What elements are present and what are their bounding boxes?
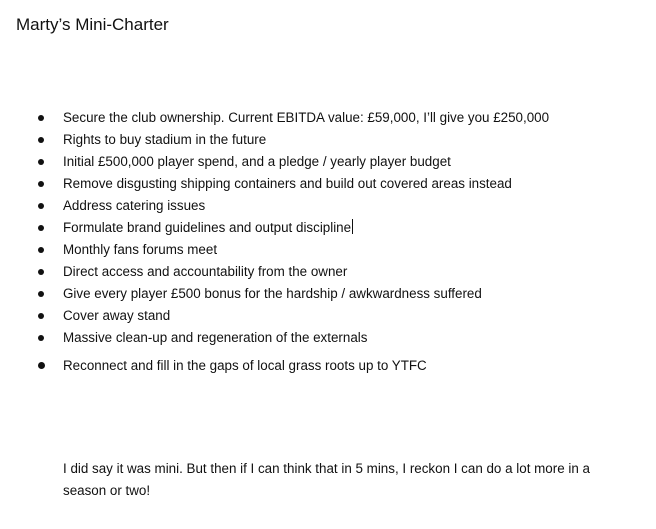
list-item [0,129,656,151]
bullet-icon [38,159,44,165]
list-item-text: Reconnect and fill in the gaps of local grass roots up to YTFC [63,358,427,373]
list-item [0,355,656,377]
bullet-icon [38,313,44,319]
closing-paragraph: I did say it was mini. But then if I can think that in 5 mins, I reckon I can do a lot more in a season or two! [63,461,590,498]
bullet-icon [38,269,44,275]
charter-bullet-list [0,107,656,377]
list-item-text: Formulate brand guidelines and output discipline [63,220,352,235]
list-item [0,327,656,349]
list-item [0,261,656,283]
bullet-icon [38,247,44,253]
list-item [0,195,656,217]
list-item [0,239,656,261]
list-item-text: Direct access and accountability from the owner [63,264,348,279]
list-item-text: Remove disgusting shipping containers and build out covered areas instead [63,176,512,191]
list-item [0,305,656,327]
list-item [0,217,656,239]
list-item-text: Initial £500,000 player spend, and a pledge / yearly player budget [63,154,451,169]
list-item-text: Secure the club ownership. Current EBITDA value: £59,000, I’ll give you £250,000 [63,110,550,125]
list-item-text: Monthly fans forums meet [63,242,218,257]
list-item-text: Address catering issues [63,198,206,213]
bullet-icon [38,115,44,121]
bullet-icon [38,362,45,369]
bullet-icon [38,225,44,231]
list-item-text-with-cursor[interactable] [63,217,353,239]
bullet-icon [38,335,44,341]
list-item-text: Give every player £500 bonus for the hardship / awkwardness suffered [63,286,482,301]
bullet-icon [38,203,44,209]
list-item [0,173,656,195]
text-cursor [352,219,353,234]
bullet-icon [38,181,44,187]
list-item-text: Cover away stand [63,308,171,323]
document-title: Marty’s Mini-Charter [16,15,169,34]
list-item-text: Rights to buy stadium in the future [63,132,267,147]
bullet-icon [38,291,44,297]
list-item [0,283,656,305]
list-item [0,151,656,173]
bullet-icon [38,137,44,143]
list-item-text: Massive clean-up and regeneration of the externals [63,330,368,345]
list-item [0,107,656,129]
